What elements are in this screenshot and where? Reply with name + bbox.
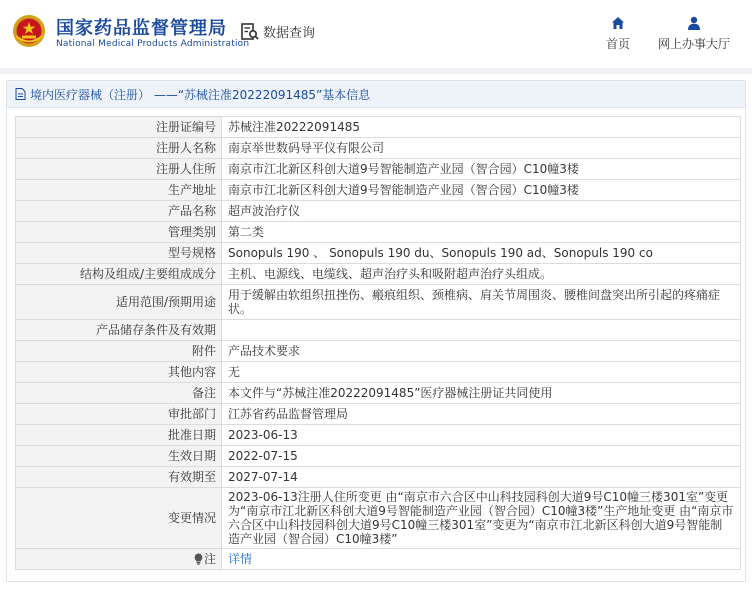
row-value: 主机、电源线、电缆线、超声治疗头和吸附超声治疗头组成。	[222, 264, 741, 285]
row-key: 有效期至	[16, 467, 222, 488]
row-value: 南京市江北新区科创大道9号智能制造产业园（智合园）C10幢3楼	[222, 159, 741, 180]
table-row	[16, 467, 741, 488]
table-row	[16, 425, 741, 446]
row-key: 适用范围/预期用途	[16, 285, 222, 320]
row-key: 生效日期	[16, 446, 222, 467]
row-value: 2023-06-13注册人住所变更 由“南京市六合区中山科技园科创大道9号C10幢三楼301室”变更为“南京市江北新区科创大道9号智能制造产业园（智合园）C10幢3楼”生产地址变更 由“南京市六合区中山科技园科创大道9号C10幢三楼301室”变更为“南京市江北新区科创大道9号智能制造产业园（智合园）C10幢3楼”	[222, 488, 741, 549]
row-value: Sonopuls 190 、 Sonopuls 190 du、Sonopuls 190 ad、Sonopuls 190 co	[222, 243, 741, 264]
row-key: 附件	[16, 341, 222, 362]
row-value: 用于缓解由软组织扭挫伤、瘢痕组织、颈椎病、肩关节周围炎、腰椎间盘突出所引起的疼痛症状。	[222, 285, 741, 320]
home-icon	[611, 16, 625, 30]
table-row	[16, 549, 741, 570]
table-row	[16, 180, 741, 201]
data-query-link[interactable]	[240, 22, 315, 41]
info-table	[15, 116, 741, 570]
table-row	[16, 383, 741, 404]
row-key: 其他内容	[16, 362, 222, 383]
table-row	[16, 341, 741, 362]
details-link[interactable]: 详情	[228, 552, 253, 566]
row-key: 结构及组成/主要组成成分	[16, 264, 222, 285]
row-key: 注册人住所	[16, 159, 222, 180]
user-icon	[687, 16, 701, 30]
table-row	[16, 222, 741, 243]
row-key: 生产地址	[16, 180, 222, 201]
nav-online-office-label: 网上办事大厅	[657, 37, 730, 51]
table-row	[16, 320, 741, 341]
breadcrumb	[7, 81, 745, 108]
brand-title: 国家药品监督管理局	[56, 18, 227, 39]
brand-subtitle: National Medical Products Administration	[56, 39, 250, 49]
row-value	[222, 320, 741, 341]
row-key: 备注	[16, 383, 222, 404]
row-value: 无	[222, 362, 741, 383]
row-key: 注册证编号	[16, 117, 222, 138]
table-row	[16, 138, 741, 159]
site-header	[0, 0, 752, 68]
national-emblem-icon	[12, 14, 46, 48]
row-key-note	[16, 549, 222, 570]
detail-panel	[6, 80, 746, 582]
row-key: 批准日期	[16, 425, 222, 446]
row-value: 南京举世数码导平仪有限公司	[222, 138, 741, 159]
nav-home[interactable]	[604, 16, 632, 52]
document-icon	[15, 88, 26, 100]
table-row	[16, 488, 741, 549]
table-row	[16, 362, 741, 383]
table-row	[16, 446, 741, 467]
nav-home-label: 首页	[605, 37, 630, 51]
row-key: 产品名称	[16, 201, 222, 222]
table-row	[16, 285, 741, 320]
row-value: 苏械注准20222091485	[222, 117, 741, 138]
row-value: 超声波治疗仪	[222, 201, 741, 222]
table-row	[16, 117, 741, 138]
row-key: 变更情况	[16, 488, 222, 549]
row-value	[222, 549, 741, 570]
row-value: 第二类	[222, 222, 741, 243]
row-value: 2022-07-15	[222, 446, 741, 467]
row-value: 南京市江北新区科创大道9号智能制造产业园（智合园）C10幢3楼	[222, 180, 741, 201]
table-row	[16, 404, 741, 425]
data-query-icon	[240, 23, 260, 41]
table-row	[16, 243, 741, 264]
row-value: 2023-06-13	[222, 425, 741, 446]
row-key: 审批部门	[16, 404, 222, 425]
row-key: 管理类别	[16, 222, 222, 243]
breadcrumb-text: 境内医疗器械（注册） ——“苏械注准20222091485”基本信息	[30, 87, 371, 102]
header-divider	[0, 68, 752, 74]
table-row	[16, 264, 741, 285]
row-value: 本文件与“苏械注准20222091485”医疗器械注册证共同使用	[222, 383, 741, 404]
row-key: 型号规格	[16, 243, 222, 264]
row-value: 产品技术要求	[222, 341, 741, 362]
row-key: 产品储存条件及有效期	[16, 320, 222, 341]
data-query-label: 数据查询	[263, 26, 316, 41]
table-row	[16, 159, 741, 180]
table-row	[16, 201, 741, 222]
nav-online-office[interactable]	[655, 16, 733, 52]
lightbulb-icon	[194, 553, 203, 565]
row-key-note-label: 注	[203, 552, 216, 566]
row-key: 注册人名称	[16, 138, 222, 159]
row-value: 2027-07-14	[222, 467, 741, 488]
row-value: 江苏省药品监督管理局	[222, 404, 741, 425]
